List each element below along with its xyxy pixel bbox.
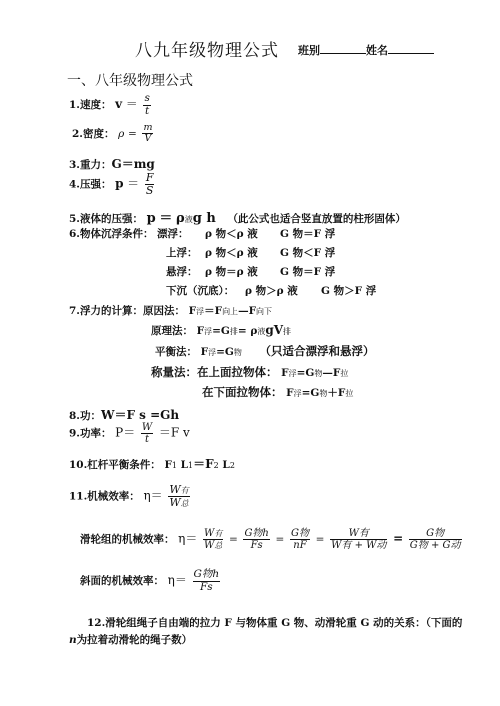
efficiency-fraction: $\frac{\text{W有}}{\text{W总}}$ (169, 483, 189, 510)
buoyancy-balance: 平衡法： F浮=G物 （只适合漂浮和悬浮） (155, 344, 375, 358)
section-heading: 一、八年级物理公式 (67, 73, 193, 89)
formula-pulley-efficiency: 滑轮组的机械效率： η＝ $\frac{\text{W有}}{\text{W总}}$ = $\frac{\text{G物h}}{Fs}$ = $\frac{\text{G物}}{nF}$ = $\frac{\text{W有}}{\text{W有 + W动}}$ = $\frac{\text{G物}}{\text{G物 + G动}}$ (80, 528, 461, 551)
buoyancy-cause: 7.浮力的计算：原因法： F浮＝F向上—F向下 (69, 305, 273, 317)
formula-pressure: 4.压强： p ＝ $\frac{F}{S}$ (69, 171, 154, 198)
formula-speed: 1.速度： v ＝ $\frac{s}{t}$ (69, 92, 150, 117)
power-fraction: $\frac{W}{t}$ (141, 422, 153, 445)
pulley-fraction-4: $\frac{\text{W有}}{\text{W有 + W动}}$ (331, 528, 387, 551)
formula-lever: 10.杠杆平衡条件： F1 L1＝F2 L2 (69, 457, 235, 471)
class-name-fields (298, 42, 434, 58)
formula-gravity: 3.重力：G＝mg (69, 157, 155, 171)
float-row-1: 上浮： (166, 247, 198, 259)
pulley-fraction-1: $\frac{\text{W有}}{\text{W总}}$ (204, 528, 223, 551)
formula-incline-efficiency: 斜面的机械效率： η＝ $\frac{\text{G物h}}{Fs}$ (80, 568, 220, 593)
pulley-fraction-2: $\frac{\text{G物h}}{Fs}$ (244, 528, 269, 551)
float-row-0-force: G 物＝F 浮 (280, 228, 336, 240)
float-row-3-force: G 物＞F 浮 (321, 285, 377, 297)
formula-liquid-pressure: 5.液体的压强： p ＝ ρ液g h （此公式也适合竖直放置的柱形固体） (69, 211, 406, 226)
speed-fraction: $\frac{s}{t}$ (144, 92, 150, 117)
name-label: 姓名 (366, 44, 388, 57)
class-label: 班别 (298, 44, 320, 57)
page-title: 八九年级物理公式 (135, 41, 279, 61)
formula-efficiency: 11.机械效率： η＝ $\frac{\text{W有}}{\text{W总}}$ (69, 483, 189, 510)
density-fraction: $\frac{m}{V}$ (143, 122, 153, 145)
class-blank (320, 43, 366, 54)
float-row-3: 下沉（沉底）： (166, 285, 235, 297)
buoyancy-weighing-bottom: 在下面拉物体： F浮=G物＋F拉 (202, 385, 354, 399)
float-row-1-density: ρ 物＜ρ 液 (205, 247, 258, 259)
float-row-1-force: G 物＜F 浮 (280, 247, 336, 259)
pulley-fraction-3: $\frac{\text{G物}}{nF}$ (291, 528, 309, 551)
formula-work: 8.功：W＝F s =Gh (69, 408, 180, 422)
pulley-rope-relation: 12.滑轮组绳子自由端的拉力 F 与物体重 G 物、动滑轮重 G 动的关系：（下面的n为拉着动滑轮的绳子数） (69, 617, 463, 646)
float-row-0: 漂浮： (157, 228, 189, 240)
float-row-2: 悬浮： (166, 266, 198, 278)
float-row-2-density: ρ 物＝ρ 液 (205, 266, 258, 278)
formula-power: 9.功率： P＝ $\frac{W}{t}$ ＝F v (69, 422, 190, 445)
float-row-3-density: ρ 物＞ρ 液 (245, 285, 298, 297)
pulley-fraction-5: $\frac{\text{G物}}{\text{G物 + G动}}$ (409, 528, 461, 551)
name-blank (388, 43, 434, 54)
float-row-2-force: G 物＝F 浮 (280, 266, 336, 278)
formula-density: 2.密度： ρ = $\frac{m}{V}$ (72, 122, 153, 145)
buoyancy-principle: 原理法： F浮=G排= ρ液gV排 (151, 323, 292, 337)
incline-fraction: $\frac{\text{G物h}}{Fs}$ (193, 568, 220, 593)
buoyancy-weighing-top: 称量法：在上面拉物体： F浮=G物—F拉 (151, 365, 349, 379)
float-row-0-density: ρ 物＜ρ 液 (205, 228, 258, 240)
pressure-fraction: $\frac{F}{S}$ (145, 171, 154, 198)
float-sink-label: 6.物体沉浮条件： (69, 228, 154, 240)
